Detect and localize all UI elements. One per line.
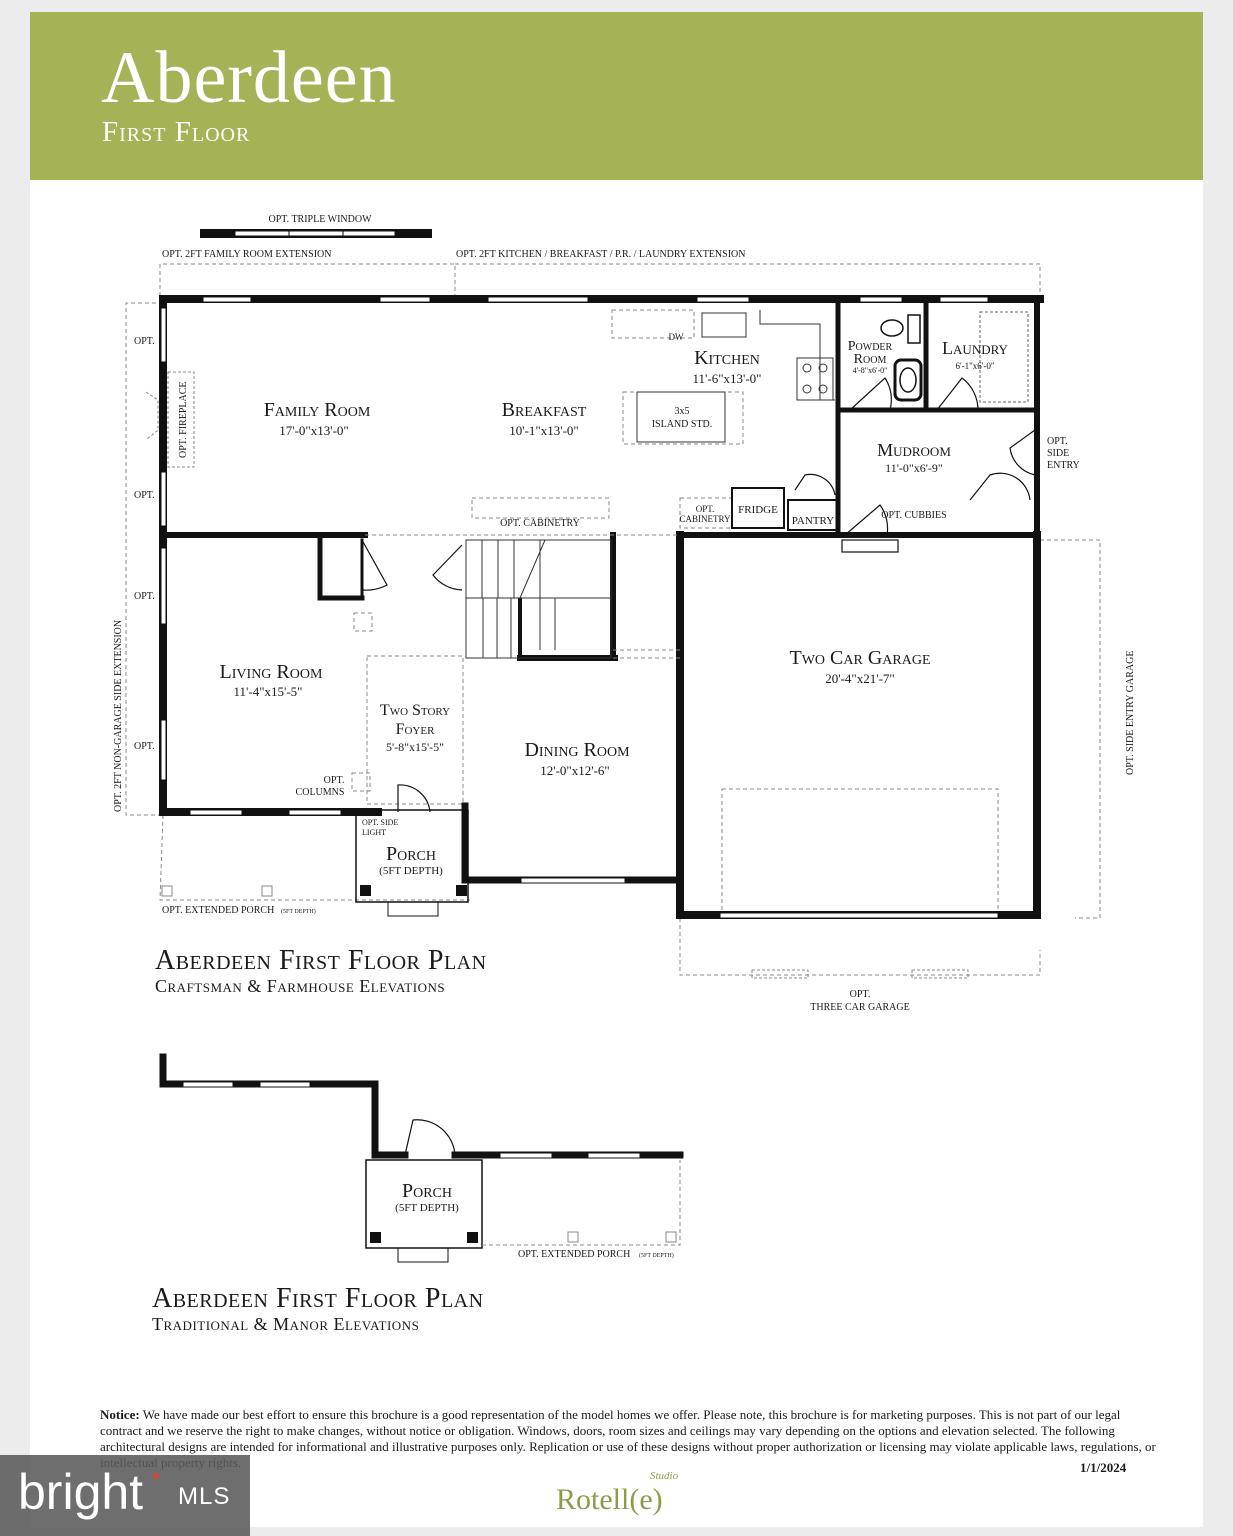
opt-fireplace-label: OPT. FIREPLACE xyxy=(178,381,189,458)
room-kitchen-name: Kitchen xyxy=(694,347,760,369)
fridge-label: FRIDGE xyxy=(738,504,778,516)
opt-family-ext-label: OPT. 2FT FAMILY ROOM EXTENSION xyxy=(162,249,332,260)
room-family-dims: 17'-0"x13'-0" xyxy=(279,423,349,438)
opt-side-entry-garage-label: OPT. SIDE ENTRY GARAGE xyxy=(1125,650,1136,775)
room-kitchen-dims: 11'-6"x13'-0" xyxy=(692,371,762,386)
room-foyer-name-2: Foyer xyxy=(395,721,435,738)
opt-extended-porch-depth: (5FT DEPTH) xyxy=(281,909,316,915)
opt-extended-porch-label: OPT. EXTENDED PORCH xyxy=(162,905,275,916)
notice-label: Notice: xyxy=(100,1407,140,1422)
plan1-labels xyxy=(113,214,1136,1013)
room-mudroom-dims: 11'-0"x6'-9" xyxy=(885,461,943,475)
opt-kitchen-ext-label: OPT. 2FT KITCHEN / BREAKFAST / P.R. / LAUNDRY EXTENSION xyxy=(456,249,746,260)
opt-non-garage-label: OPT. 2FT NON-GARAGE SIDE EXTENSION xyxy=(113,619,124,812)
opt-side-light-2: LIGHT xyxy=(362,828,386,837)
dw-label: DW xyxy=(668,332,684,342)
room-mudroom-name: Mudroom xyxy=(877,440,951,460)
island-line-2: ISLAND STD. xyxy=(651,419,713,430)
opt-cabinetry-small-2: CABINETRY xyxy=(679,514,731,524)
room-breakfast-name: Breakfast xyxy=(501,399,587,421)
plan2-windows xyxy=(183,1082,640,1158)
room-living-dims: 11'-4"x15'-5" xyxy=(233,684,303,699)
opt-label-a: OPT. xyxy=(134,336,155,347)
opt-label-c: OPT. xyxy=(134,591,155,602)
room-powder-name-1: Powder xyxy=(847,339,893,354)
opt-side-light-1: OPT. SIDE xyxy=(362,818,399,827)
opt-triple-window xyxy=(200,229,432,238)
opt-side-entry-2: SIDE xyxy=(1047,448,1070,459)
watermark-star-icon: ✦ xyxy=(150,1470,162,1485)
opt-columns-1: OPT. xyxy=(323,775,345,786)
room-laundry-dims: 6'-1"x6'-0" xyxy=(955,361,995,371)
logo-studio: Studio xyxy=(650,1470,679,1482)
opt-side-entry-3: ENTRY xyxy=(1047,460,1080,471)
watermark-mls: MLS xyxy=(178,1483,231,1510)
opt-cabinetry-label: OPT. CABINETRY xyxy=(500,518,580,529)
plan2-opt-extended-porch: OPT. EXTENDED PORCH xyxy=(518,1249,631,1260)
watermark-brand: bright xyxy=(18,1464,144,1520)
opt-label-b: OPT. xyxy=(134,490,155,501)
pantry-label: PANTRY xyxy=(791,515,835,527)
staircase xyxy=(466,540,611,658)
room-breakfast-dims: 10'-1"x13'-0" xyxy=(509,423,579,438)
room-foyer-dims: 5'-8"x15'-5" xyxy=(385,740,445,754)
opt-label-d: OPT. xyxy=(134,741,155,752)
opt-three-car-markers xyxy=(752,970,968,978)
room-laundry-name: Laundry xyxy=(942,338,1008,358)
room-powder-name-2: Room xyxy=(853,352,887,367)
notice-body: We have made our best effort to ensure this brochure is a good representation of the model homes we offer. Please note, this brochure is for marketing purposes. This is not part of our legal contract and we reserve the right to make changes, without notice or obligation. Windows, doors, room sizes and ceilings may vary depending on the options and elevation selected. The following architectural designs are intended for informational and illustrative purposes only. Replication or use of these designs without proper authorization or licensing may violate applicable laws, regulations, or xyxy=(100,1407,1156,1454)
room-dining-name: Dining Room xyxy=(524,739,630,761)
room-garage-dims: 20'-4"x21'-7" xyxy=(825,671,895,686)
opt-triple-window-label: OPT. TRIPLE WINDOW xyxy=(268,214,372,225)
notice-text xyxy=(100,1407,1160,1471)
room-porch-dims: (5FT DEPTH) xyxy=(379,865,443,877)
opt-three-car-1: OPT. xyxy=(849,989,871,1000)
notice-date: 1/1/2024 xyxy=(1080,1460,1127,1475)
plan2-caption-title: Aberdeen First Floor Plan xyxy=(152,1283,484,1314)
page-title: Aberdeen xyxy=(101,37,397,119)
plan2-porch-name: Porch xyxy=(401,1180,453,1202)
plan2-caption-sub: Traditional & Manor Elevations xyxy=(152,1314,420,1334)
opt-side-entry-1: OPT. xyxy=(1047,436,1068,447)
room-garage-name: Two Car Garage xyxy=(789,647,931,669)
room-dining-dims: 12'-0"x12'-6" xyxy=(540,763,610,778)
opt-cubbies-label: OPT. CUBBIES xyxy=(881,510,947,521)
room-living-name: Living Room xyxy=(219,661,323,683)
plan2-porch-dims: (5FT DEPTH) xyxy=(395,1202,459,1214)
page-subtitle: First Floor xyxy=(102,116,251,148)
room-foyer-name-1: Two Story xyxy=(379,702,451,719)
room-family-name: Family Room xyxy=(263,399,371,421)
plan2-opt-extended-depth: (5FT DEPTH) xyxy=(639,1253,674,1259)
opt-three-car-2: THREE CAR GARAGE xyxy=(810,1002,910,1013)
island-line-1: 3x5 xyxy=(674,406,690,417)
room-porch-name: Porch xyxy=(385,843,437,865)
plan2-walls xyxy=(163,1057,680,1155)
room-powder-dims: 4'-8"x6'-0" xyxy=(852,366,888,375)
rotelle-logo: Rotell(e) xyxy=(556,1483,663,1516)
opt-columns-2: COLUMNS xyxy=(295,787,345,798)
opt-cabinetry-small-1: OPT. xyxy=(695,504,715,514)
bright-mls-watermark xyxy=(0,1455,250,1536)
plan1-caption-title: Aberdeen First Floor Plan xyxy=(155,945,487,976)
plan1-caption-sub: Craftsman & Farmhouse Elevations xyxy=(155,976,446,996)
